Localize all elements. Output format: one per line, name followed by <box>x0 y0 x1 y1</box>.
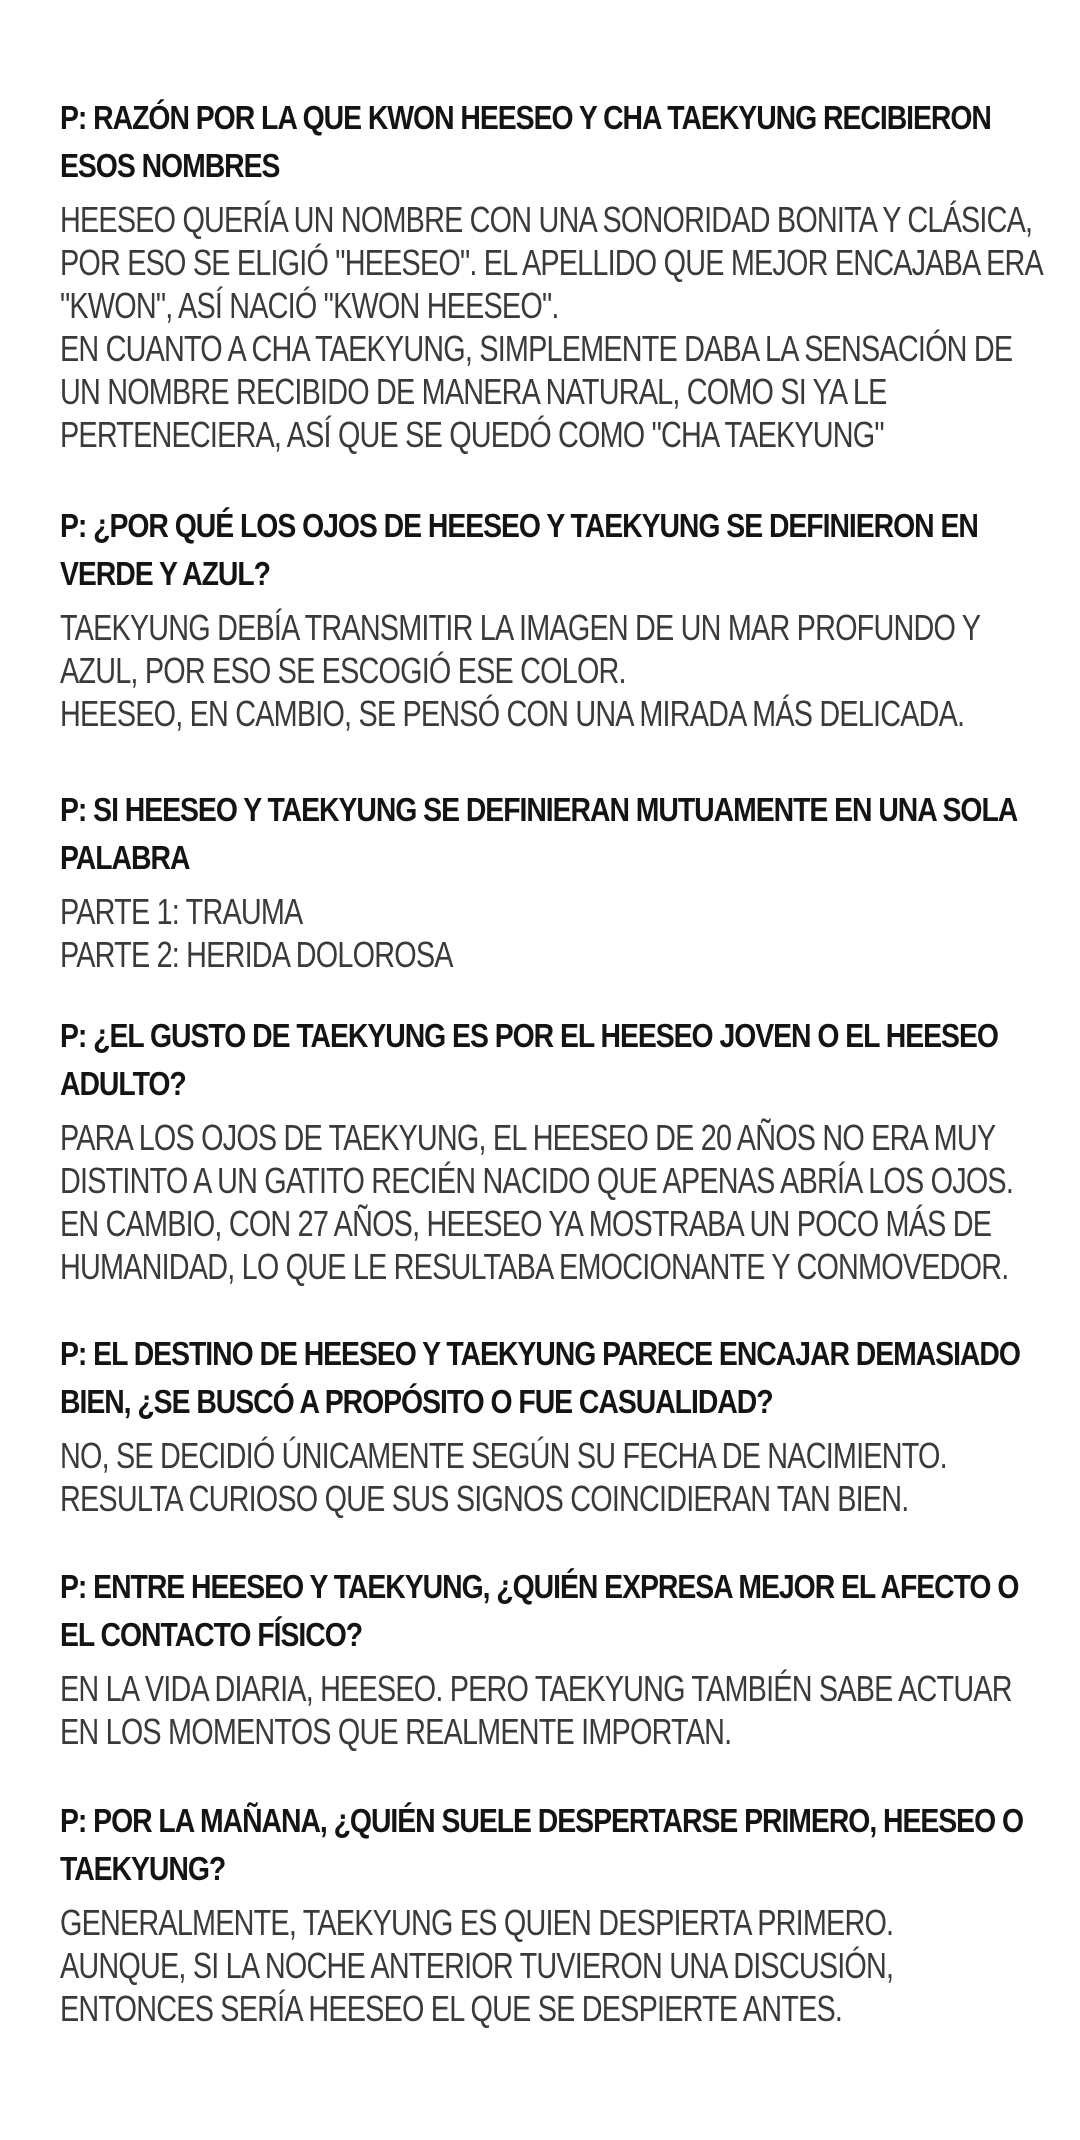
answer-line: UN NOMBRE RECIBIDO DE MANERA NATURAL, COMO SI YA LE <box>60 371 887 412</box>
question-2: P: ¿POR QUÉ LOS OJOS DE HEESEO Y TAEKYUNG SE DEFINIERON EN VERDE Y AZUL? <box>60 507 978 592</box>
answer-1 <box>60 198 1052 456</box>
question-1: P: RAZÓN POR LA QUE KWON HEESEO Y CHA TAEKYUNG RECIBIERON ESOS NOMBRES <box>60 99 991 184</box>
qa-block-1 <box>60 94 1050 456</box>
answer-6 <box>60 1667 1052 1753</box>
answer-line: PERTENECIERA, ASÍ QUE SE QUEDÓ COMO "CHA TAEKYUNG" <box>60 414 884 455</box>
qa-block-7 <box>60 1797 1050 2030</box>
answer-line: NO, SE DECIDIÓ ÚNICAMENTE SEGÚN SU FECHA DE NACIMIENTO. <box>60 1435 947 1476</box>
question-7: P: POR LA MAÑANA, ¿QUIÉN SUELE DESPERTARSE PRIMERO, HEESEO O TAEKYUNG? <box>60 1802 1024 1887</box>
qa-block-3 <box>60 786 1050 976</box>
answer-5 <box>60 1434 1052 1520</box>
question-6: P: ENTRE HEESEO Y TAEKYUNG, ¿QUIÉN EXPRESA MEJOR EL AFECTO O EL CONTACTO FÍSICO? <box>60 1568 1019 1653</box>
answer-line: EN LA VIDA DIARIA, HEESEO. PERO TAEKYUNG TAMBIÉN SABE ACTUAR <box>60 1668 1012 1709</box>
answer-line: EN CUANTO A CHA TAEKYUNG, SIMPLEMENTE DABA LA SENSACIÓN DE <box>60 328 1013 369</box>
answer-line: ENTONCES SERÍA HEESEO EL QUE SE DESPIERTE ANTES. <box>60 1988 843 2029</box>
answer-line: RESULTA CURIOSO QUE SUS SIGNOS COINCIDIERAN TAN BIEN. <box>60 1478 909 1519</box>
answer-line: EN LOS MOMENTOS QUE REALMENTE IMPORTAN. <box>60 1711 732 1752</box>
answer-2 <box>60 606 1052 735</box>
answer-line: DISTINTO A UN GATITO RECIÉN NACIDO QUE APENAS ABRÍA LOS OJOS. <box>60 1160 1014 1201</box>
qa-block-5 <box>60 1330 1050 1520</box>
answer-line: EN CAMBIO, CON 27 AÑOS, HEESEO YA MOSTRABA UN POCO MÁS DE <box>60 1203 992 1244</box>
answer-4 <box>60 1116 1052 1288</box>
answer-line: PARTE 2: HERIDA DOLOROSA <box>60 934 453 975</box>
qa-block-2 <box>60 502 1050 735</box>
answer-line: AUNQUE, SI LA NOCHE ANTERIOR TUVIERON UNA DISCUSIÓN, <box>60 1945 894 1986</box>
qa-block-6 <box>60 1563 1050 1753</box>
answer-7 <box>60 1901 1052 2030</box>
answer-3 <box>60 890 1052 976</box>
question-4: P: ¿EL GUSTO DE TAEKYUNG ES POR EL HEESEO JOVEN O EL HEESEO ADULTO? <box>60 1017 998 1102</box>
answer-line: HEESEO QUERÍA UN NOMBRE CON UNA SONORIDAD BONITA Y CLÁSICA, <box>60 199 1033 240</box>
answer-line: PARA LOS OJOS DE TAEKYUNG, EL HEESEO DE 20 AÑOS NO ERA MUY <box>60 1117 996 1158</box>
answer-line: GENERALMENTE, TAEKYUNG ES QUIEN DESPIERTA PRIMERO. <box>60 1902 894 1943</box>
answer-line: POR ESO SE ELIGIÓ "HEESEO". EL APELLIDO QUE MEJOR ENCAJABA ERA <box>60 242 1043 283</box>
answer-line: HEESEO, EN CAMBIO, SE PENSÓ CON UNA MIRADA MÁS DELICADA. <box>60 693 965 734</box>
qa-block-4 <box>60 1012 1050 1288</box>
answer-line: AZUL, POR ESO SE ESCOGIÓ ESE COLOR. <box>60 650 626 691</box>
answer-line: PARTE 1: TRAUMA <box>60 891 303 932</box>
answer-line: "KWON", ASÍ NACIÓ "KWON HEESEO". <box>60 285 559 326</box>
answer-line: TAEKYUNG DEBÍA TRANSMITIR LA IMAGEN DE UN MAR PROFUNDO Y <box>60 607 981 648</box>
question-5: P: EL DESTINO DE HEESEO Y TAEKYUNG PARECE ENCAJAR DEMASIADO BIEN, ¿SE BUSCÓ A PROPÓSITO O FUE CASUALIDAD? <box>60 1335 1020 1420</box>
answer-line: HUMANIDAD, LO QUE LE RESULTABA EMOCIONANTE Y CONMOVEDOR. <box>60 1246 1009 1287</box>
question-3: P: SI HEESEO Y TAEKYUNG SE DEFINIERAN MUTUAMENTE EN UNA SOLA PALABRA <box>60 791 1017 876</box>
